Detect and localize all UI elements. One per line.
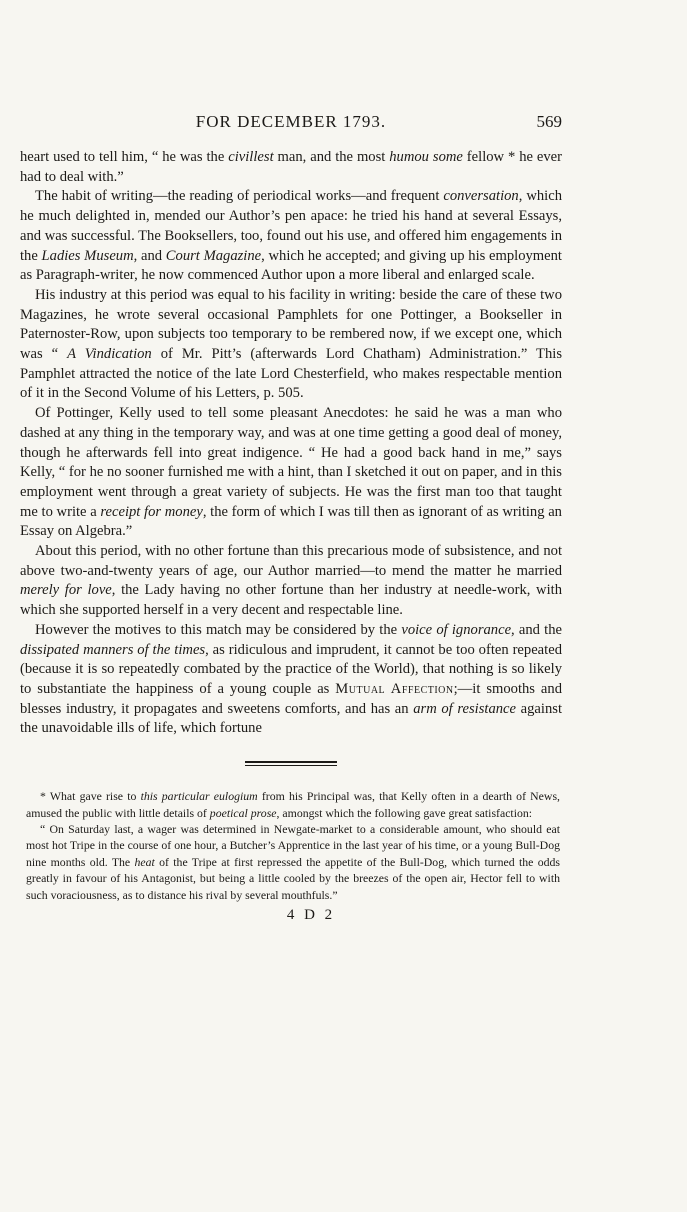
signature-mark: 4 D 2 — [286, 906, 336, 923]
running-header — [20, 112, 562, 138]
paragraph-5: About this period, with no other fortune than this precarious mode of subsistence, and not above two-and-twenty years of age, our Author married—to mend the matter he married merely for love, the Lady having no other fortune than her industry at needle-work, with which she supported herself in a very decent and respectable line. — [20, 543, 562, 619]
footnote-rule — [245, 761, 337, 766]
paragraph-4: Of Pottinger, Kelly used to tell some pleasant Anecdotes: he said he was a man who dashed at any thing in the temporary way, and was at one time getting a good deal of money, though he afterwards fell into great indigence. “ He had a good back hand in me,” says Kelly, “ for he no sooner furnished me with a hint, than I sketched it out on paper, and in this employment went through a great variety of subjects. He was the first man too that taught me to write a receipt for money, the form of which I was till then as ignorant of as writing an Essay on Algebra.” — [20, 405, 562, 540]
main-text — [20, 148, 562, 739]
paragraph-6: However the motives to this match may be considered by the voice of ignorance, and the dissipated manners of the times, as ridiculous and imprudent, it cannot be too often repeated (because it is so repeatedly combated by the practice of the World), that nothing is so likely to substantiate the happiness of a young couple as Mutual Affection;—it smooths and blesses industry, it propagates and sweetens comforts, and has an arm of resistance against the unavoidable ills of life, which fortune — [20, 621, 562, 737]
footnote-1: * What gave rise to this particular eulogium from his Principal was, that Kelly often in a dearth of News, amused the public with little details of poetical prose, amongst which the following gave great satisfaction: — [26, 789, 560, 820]
paragraph-3: His industry at this period was equal to his facility in writing: beside the care of these two Magazines, he wrote several occasional Pamphlets for one Pottinger, a Bookseller in Paternoster-Row, upon subjects too temporary to be rembered now, if we except one, which was “ A Vindication of Mr. Pitt’s (afterwards Lord Chatham) Administration.” This Pamphlet attracted the notice of the late Lord Chesterfield, who makes respectable mention of it in the Second Volume of his Letters, p. 505. — [20, 286, 562, 402]
running-title: FOR DECEMBER 1793. — [195, 112, 387, 131]
paragraph-2: The habit of writing—the reading of periodical works—and frequent conversation, which he much delighted in, mended our Author’s pen apace: he tried his hand at several Essays, and was successful. The Booksellers, too, found out his use, and offered him engagements in the Ladies Museum, and Court Magazine, which he accepted; and giving up his employment as Paragraph-writer, he now commenced Author upon a more liberal and enlarged scale. — [20, 188, 562, 284]
paragraph-1: heart used to tell him, “ he was the civillest man, and the most humou some fellow * he ever had to deal with.” — [20, 149, 562, 185]
footnotes — [20, 788, 562, 903]
page — [20, 112, 562, 924]
page-number: 569 — [536, 112, 562, 131]
footnote-quote: “ On Saturday last, a wager was determined in Newgate-market to a considerable amount, who should eat most hot Tripe in the course of one hour, a Butcher’s Apprentice in the last year of his time, or a young Bull-Dog nine months old. The heat of the Tripe at first repressed the appetite of the Bull-Dog, which turned the odds greatly in favour of his Antagonist, but being a little cooled by the breezes of the open air, Hector fell to with such voraciousness, as to distance his rival by several mouthfuls.” — [26, 821, 560, 902]
